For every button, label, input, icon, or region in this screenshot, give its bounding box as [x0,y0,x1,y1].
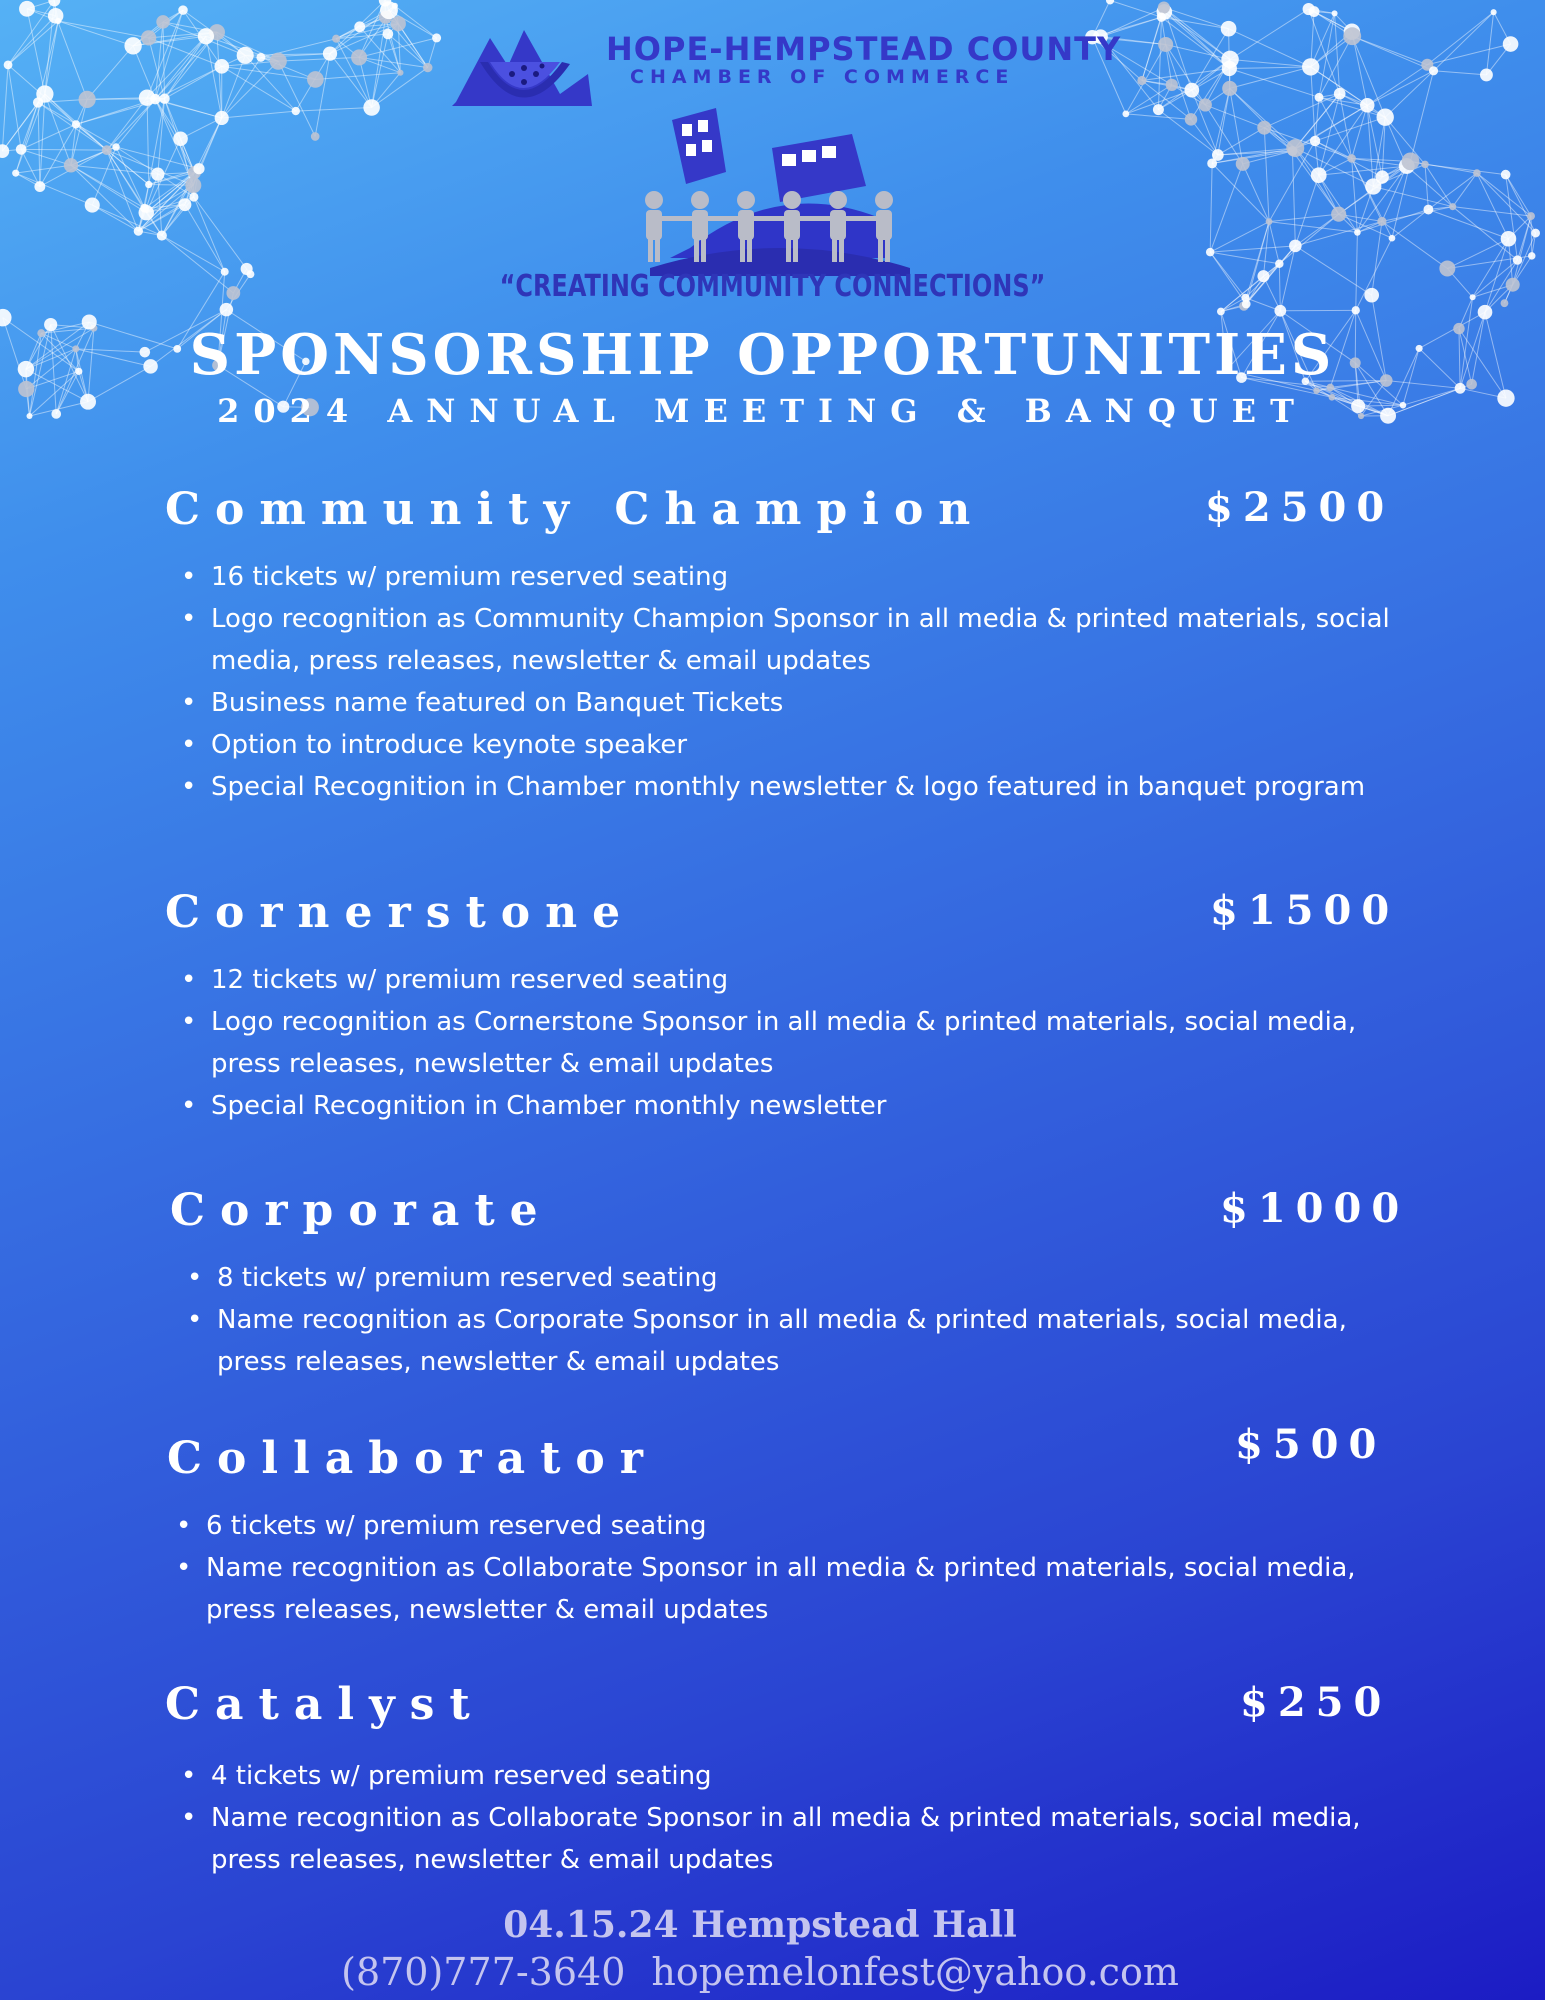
contact-line [0,1950,1520,1994]
benefit-list [217,1257,1397,1383]
list-item: • 4 tickets w/ premium reserved seating [211,1755,1391,1797]
benefit-list [211,959,1391,1127]
benefit-list [206,1505,1386,1631]
header [0,0,1545,450]
tier-name: Collaborator [167,1433,658,1484]
list-item: • Name recognition as Corporate Sponsor in all media & printed materials, social media, press releases, newsletter & email updates [217,1299,1397,1383]
list-item: • Name recognition as Collaborate Sponsor in all media & printed materials, social media, press releases, newsletter & email updates [211,1797,1391,1881]
list-item: • Business name featured on Banquet Tickets [211,682,1391,724]
tagline: “CREATING COMMUNITY CONNECTIONS” [499,268,1046,304]
benefit-list [211,1755,1391,1881]
benefit-list [211,556,1391,808]
tier-name: Catalyst [165,1679,485,1730]
tier-price: $1000 [1220,1185,1410,1232]
tier-name: Community Champion [165,484,986,535]
page-subtitle: 2024 ANNUAL MEETING & BANQUET [217,392,1308,430]
tier-price: $2500 [1205,484,1395,531]
tier-name: Cornerstone [165,887,636,938]
list-item: • Special Recognition in Chamber monthly newsletter & logo featured in banquet program [211,766,1391,808]
list-item: • Special Recognition in Chamber monthly newsletter [211,1085,1391,1127]
list-item: • 6 tickets w/ premium reserved seating [206,1505,1386,1547]
org-subtitle: CHAMBER OF COMMERCE [630,66,1015,88]
contact-email: hopemelonfest@yahoo.com [651,1950,1179,1994]
tier-price: $500 [1235,1421,1387,1468]
watermelon-mountain-logo-icon [450,22,595,106]
org-name: HOPE-HEMPSTEAD COUNTY [606,30,1122,68]
contact-phone: (870)777-3640 [341,1950,626,1994]
list-item: • 8 tickets w/ premium reserved seating [217,1257,1397,1299]
tier-name: Corporate [170,1185,553,1236]
town-people-graphic-icon [630,108,920,278]
list-item: • 12 tickets w/ premium reserved seating [211,959,1391,1001]
page-title: SPONSORSHIP OPPORTUNITIES [189,322,1336,388]
list-item: • Logo recognition as Community Champion Sponsor in all media & printed materials, social media, press releases, newsletter & email updates [211,598,1391,682]
list-item: • 16 tickets w/ premium reserved seating [211,556,1391,598]
list-item: • Name recognition as Collaborate Sponsor in all media & printed materials, social media, press releases, newsletter & email updates [206,1547,1386,1631]
tier-price: $1500 [1210,887,1400,934]
list-item: • Logo recognition as Cornerstone Sponsor in all media & printed materials, social media, press releases, newsletter & email updates [211,1001,1391,1085]
list-item: • Option to introduce keynote speaker [211,724,1391,766]
tier-price: $250 [1240,1679,1392,1726]
event-date-location: 04.15.24 Hempstead Hall [503,1904,1017,1946]
